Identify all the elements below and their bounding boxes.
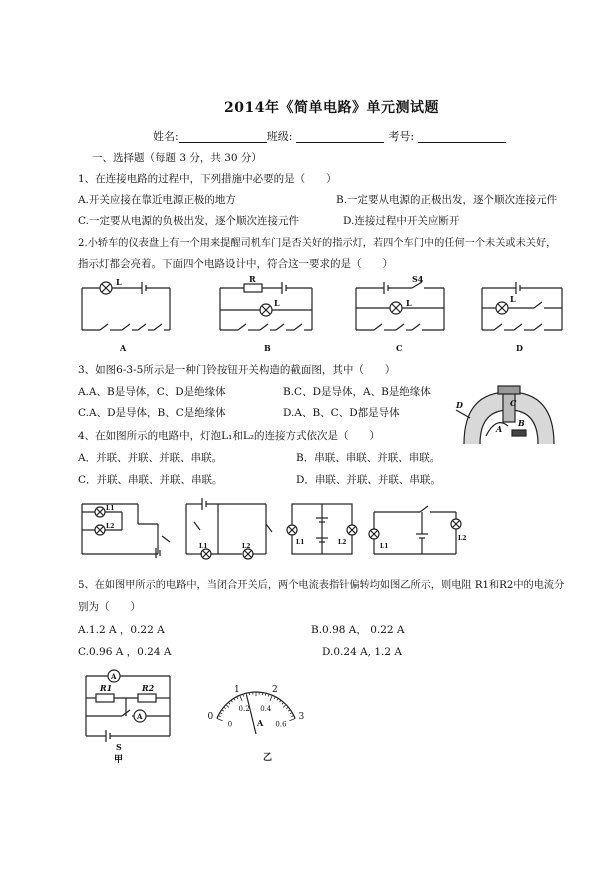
q4-option-a: A．并联、并联、并联、串联。 [78, 452, 223, 464]
q4-option-c: C．并联、串联、并联、串联。 [78, 474, 223, 486]
dial-tick [288, 710, 290, 711]
dial-outer-label: 0 [207, 711, 214, 722]
class-label: 班级: [266, 130, 293, 143]
q4-stem: 4、在如图所示的电路中，灯泡L₁和L₂的连接方式依次是（ ） [78, 430, 381, 442]
figure-yi-label: 乙 [263, 753, 273, 763]
q1-option-c: C.一定要从电源的负极出发，逐个顺次连接元件 [78, 215, 299, 227]
q4-circuit-2 [182, 498, 274, 560]
dial-tick [218, 715, 220, 716]
q2-circuit-a [78, 277, 174, 353]
dial-tick [282, 702, 284, 704]
lamp-l1-label: L1 [296, 539, 305, 546]
number-field[interactable] [418, 130, 506, 143]
q1-option-d: D.连接过程中开关应断开 [343, 215, 460, 227]
q5-option-d: D.0.24 A, 1.2 A [322, 646, 402, 658]
lamp-label: L [116, 277, 122, 287]
lamp-label: L [510, 294, 516, 304]
q1-stem: 1、在连接电路的过程中，下列措施中必要的是（ ） [78, 173, 337, 185]
lamp-l2-label: L2 [338, 539, 347, 546]
dial-tick [237, 697, 238, 699]
dial-tick [289, 719, 295, 721]
q3-option-d: D.A、B、C、D都是导体 [283, 407, 400, 419]
label-a: A [496, 424, 503, 434]
dial-tick [222, 710, 224, 711]
switch-s4-label: S4 [412, 274, 424, 284]
lamp-l2-label: L2 [242, 543, 251, 550]
q4-circuit-3 [282, 498, 362, 560]
dial-tick [274, 697, 275, 699]
dial-tick [240, 695, 242, 701]
dial-inner-label: 0 [227, 720, 233, 729]
label-b: B [518, 418, 525, 428]
q2-circuit-b [216, 274, 316, 353]
label-c: C [510, 398, 517, 408]
dial-inner-label: 0.2 [238, 705, 250, 714]
dial-tick [270, 695, 272, 701]
dial-tick [217, 719, 223, 721]
q4-circuit-1 [78, 498, 174, 560]
q5-option-c: C.0.96 A ，0.24 A [78, 646, 172, 658]
name-label: 姓名: [153, 130, 179, 143]
dial-tick [277, 698, 278, 700]
lamp-l2-label: L2 [106, 523, 115, 530]
dial-tick [290, 713, 292, 714]
student-info-line [153, 130, 506, 143]
dial-tick [228, 702, 230, 704]
dial-inner-label: 0.6 [275, 720, 287, 729]
dial-tick [224, 707, 226, 709]
dial-tick [231, 700, 232, 702]
dial-tick [286, 707, 288, 709]
dial-tick [220, 713, 222, 714]
dial-inner-label: 0.4 [260, 705, 272, 714]
q1-option-a: A.开关应接在靠近电源正极的地方 [78, 194, 236, 206]
r1-label: R1 [100, 683, 113, 693]
r2-label: R2 [142, 683, 155, 693]
lamp-label: L [274, 298, 280, 308]
q4-option-d: D．串联、并联、并联、串联。 [296, 474, 441, 486]
circuit-label-a: A [120, 343, 127, 353]
number-label: 考号: [388, 130, 415, 143]
lamp-label: L [406, 298, 412, 308]
switch-label: S [116, 742, 122, 752]
dial-outer-label: 2 [271, 684, 278, 695]
circuit-label-b: B [264, 343, 271, 353]
q5-ammeter-dial [198, 670, 318, 770]
q3-option-c: C.A、D是导体，B、C是绝缘体 [78, 407, 226, 419]
name-field[interactable] [179, 130, 267, 143]
circuit-label-d: D [516, 343, 523, 353]
q2-stem-line2: 指示灯都会亮着。下面四个电路设计中，符合这一要求的是（ ） [78, 258, 393, 270]
lamp-l2-label: L2 [458, 535, 467, 542]
q5-option-b: B.0.98 A， 0.22 A [311, 624, 405, 636]
q1-option-b: B.一定要从电源的正极出发，逐个顺次连接元件 [336, 194, 558, 206]
dial-tick [291, 715, 293, 716]
q2-circuit-d [478, 282, 566, 353]
ammeter-a2-symbol: A [137, 712, 143, 721]
dial-tick [234, 698, 235, 700]
lamp-l1-label: L1 [380, 543, 389, 550]
q5-circuit-jia [82, 664, 178, 765]
page-title: 2014年《简单电路》单元测试题 [224, 100, 439, 116]
q2-circuit-c [352, 274, 448, 353]
dial-tick [283, 705, 286, 708]
label-d: D [456, 400, 463, 410]
doorbell-button-figure [456, 386, 562, 448]
ammeter-a1-symbol: A [111, 672, 117, 681]
q3-option-a: A.A、B是导体，C、D是绝缘体 [78, 386, 226, 398]
q4-option-b: B．串联、串联、并联、串联。 [296, 452, 441, 464]
q3-option-b: B.C、D是导体，A、B是绝缘体 [283, 386, 431, 398]
section-heading: 一、选择题（每题 3 分，共 30 分） [92, 152, 262, 164]
figure-jia-label: 甲 [114, 755, 124, 765]
dial-tick [226, 705, 229, 708]
dial-outer-label: 1 [234, 684, 240, 695]
q5-stem-line1: 5、在如图甲所示的电路中，当闭合开关后，两个电流表指针偏转均如图乙所示，则电阻 R1和R2中的电流分 [78, 580, 565, 591]
resistor-label: R [249, 274, 256, 284]
dial-outer-label: 3 [298, 711, 305, 722]
q5-stem-line2: 别为（ ） [78, 601, 141, 613]
lamp-l1-label: L1 [199, 543, 208, 550]
lamp-l1-label: L1 [106, 505, 115, 512]
dial-needle [247, 695, 256, 734]
q3-stem: 3、如图6-3-5所示是一种门铃按钮开关构造的截面图，其中（ ） [78, 364, 396, 376]
q5-option-a: A.1.2 A ，0.22 A [78, 624, 165, 636]
dial-tick [279, 700, 280, 702]
q2-stem-line1: 2.小轿车的仪表盘上有一个用来提醒司机车门是否关好的指示灯，若四个车门中的任何一个未关或未关好， [78, 238, 557, 249]
dial-unit-label: A [257, 718, 264, 728]
q4-circuit-4 [370, 498, 466, 560]
class-field[interactable] [296, 130, 384, 143]
circuit-label-c: C [396, 343, 403, 353]
